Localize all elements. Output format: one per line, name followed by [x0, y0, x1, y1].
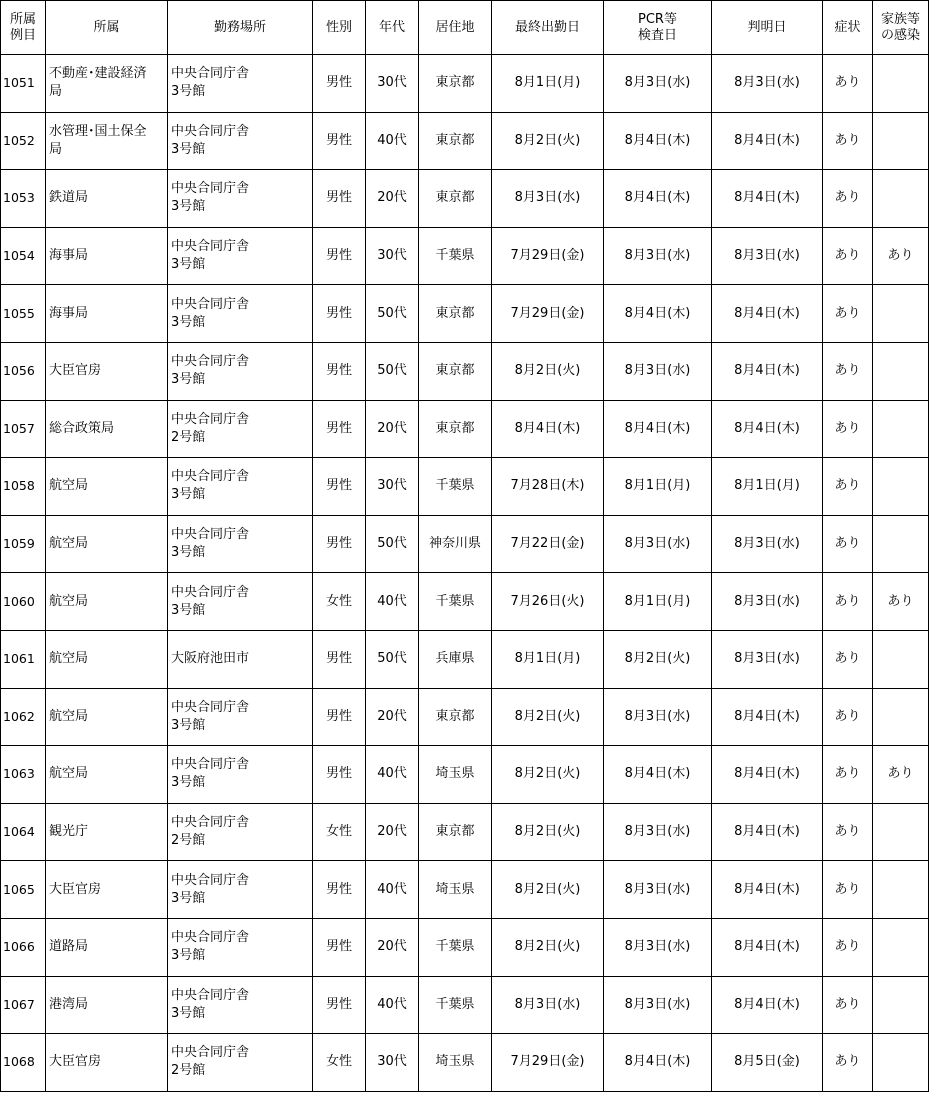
cell-residence: 東京都	[419, 285, 492, 343]
table-row	[1, 918, 929, 976]
cell-workplace-line: 3号館	[171, 487, 206, 503]
cell-workplace	[168, 688, 313, 746]
cell-last_work: 8月2日(火)	[492, 342, 604, 400]
cell-dept-line: 水管理･国土保全	[49, 123, 147, 139]
cell-workplace-line: 中央合同庁舎	[171, 930, 250, 946]
cell-confirmed: 8月4日(木)	[712, 918, 823, 976]
cell-last_work: 7月29日(金)	[492, 227, 604, 285]
cell-age: 20代	[366, 170, 419, 228]
table-header	[1, 1, 929, 55]
cell-last_work: 8月1日(月)	[492, 630, 604, 688]
table-row	[1, 976, 929, 1034]
header-id-line: 所属	[9, 11, 36, 27]
cell-sex: 男性	[313, 285, 366, 343]
header-last_work	[492, 1, 604, 55]
cell-workplace-line: 中央合同庁舎	[171, 699, 250, 715]
cell-workplace	[168, 918, 313, 976]
cell-symptom: あり	[823, 400, 873, 458]
cell-workplace	[168, 55, 313, 113]
header-sex	[313, 1, 366, 55]
cell-last_work: 8月2日(火)	[492, 803, 604, 861]
table-row	[1, 861, 929, 919]
cell-pcr: 8月4日(木)	[604, 170, 712, 228]
cell-workplace	[168, 458, 313, 516]
cell-family	[873, 112, 929, 170]
cell-workplace	[168, 803, 313, 861]
cell-age: 20代	[366, 803, 419, 861]
cell-workplace-line: 3号館	[171, 545, 206, 561]
cell-dept: 大臣官房	[46, 861, 168, 919]
cell-dept: 総合政策局	[46, 400, 168, 458]
cell-last_work: 8月4日(木)	[492, 400, 604, 458]
header-id-line: 例目	[9, 27, 36, 43]
header-sex-line: 性別	[325, 19, 352, 35]
cell-workplace-line: 中央合同庁舎	[171, 757, 250, 773]
header-family-line: の感染	[880, 27, 920, 43]
cell-age: 50代	[366, 342, 419, 400]
cell-dept-line: 局	[49, 141, 63, 157]
cell-last_work: 7月26日(火)	[492, 573, 604, 631]
cell-residence: 千葉県	[419, 227, 492, 285]
header-confirmed-line: 判明日	[747, 19, 787, 35]
cell-pcr: 8月3日(水)	[604, 515, 712, 573]
header-last_work-line: 最終出勤日	[514, 19, 580, 35]
cell-sex: 女性	[313, 1034, 366, 1092]
cell-sex: 男性	[313, 400, 366, 458]
cell-workplace-line: 中央合同庁舎	[171, 815, 250, 831]
cell-workplace: 大阪府池田市	[168, 630, 313, 688]
cell-id: 1058	[1, 458, 46, 516]
cell-workplace	[168, 400, 313, 458]
header-pcr-line: 検査日	[637, 27, 677, 43]
cell-symptom: あり	[823, 170, 873, 228]
cell-confirmed: 8月4日(木)	[712, 803, 823, 861]
cell-workplace-line: 中央合同庁舎	[171, 1045, 250, 1061]
cell-id: 1056	[1, 342, 46, 400]
cell-workplace	[168, 227, 313, 285]
cell-id: 1054	[1, 227, 46, 285]
cell-family	[873, 515, 929, 573]
header-workplace	[168, 1, 313, 55]
cell-pcr: 8月1日(月)	[604, 458, 712, 516]
cell-dept: 航空局	[46, 573, 168, 631]
cell-age: 30代	[366, 458, 419, 516]
cell-id: 1059	[1, 515, 46, 573]
cell-pcr: 8月4日(木)	[604, 400, 712, 458]
cell-pcr: 8月3日(水)	[604, 861, 712, 919]
cell-workplace-line: 3号館	[171, 314, 206, 330]
cell-sex: 男性	[313, 112, 366, 170]
cell-workplace-line: 中央合同庁舎	[171, 411, 250, 427]
header-family	[873, 1, 929, 55]
cell-sex: 男性	[313, 515, 366, 573]
cell-last_work: 7月29日(金)	[492, 1034, 604, 1092]
cell-workplace-line: 中央合同庁舎	[171, 354, 250, 370]
cell-dept: 航空局	[46, 515, 168, 573]
table-row	[1, 573, 929, 631]
cell-pcr: 8月3日(水)	[604, 55, 712, 113]
header-family-line: 家族等	[880, 11, 920, 27]
cell-symptom: あり	[823, 515, 873, 573]
cell-family: あり	[873, 746, 929, 804]
cell-sex: 男性	[313, 227, 366, 285]
table-row	[1, 630, 929, 688]
cell-last_work: 8月3日(水)	[492, 976, 604, 1034]
cell-id: 1055	[1, 285, 46, 343]
cell-residence: 兵庫県	[419, 630, 492, 688]
table-row	[1, 400, 929, 458]
cell-confirmed: 8月3日(水)	[712, 630, 823, 688]
cell-sex: 女性	[313, 803, 366, 861]
header-dept	[46, 1, 168, 55]
cell-dept: 航空局	[46, 458, 168, 516]
table-row	[1, 515, 929, 573]
cell-family	[873, 400, 929, 458]
cell-workplace-line: 3号館	[171, 257, 206, 273]
cell-workplace-line: 2号館	[171, 1063, 206, 1079]
cell-pcr: 8月4日(木)	[604, 746, 712, 804]
cell-residence: 千葉県	[419, 976, 492, 1034]
header-residence-line: 居住地	[435, 19, 475, 35]
cell-last_work: 8月2日(火)	[492, 688, 604, 746]
cell-sex: 男性	[313, 688, 366, 746]
header-symptom-line: 症状	[834, 19, 861, 35]
cell-workplace-line: 3号館	[171, 775, 206, 791]
cell-age: 40代	[366, 746, 419, 804]
cell-family	[873, 861, 929, 919]
cell-dept-line: 不動産･建設経済	[49, 66, 147, 82]
cell-dept-line: 局	[49, 84, 63, 100]
cell-workplace	[168, 170, 313, 228]
cell-workplace-line: 2号館	[171, 833, 206, 849]
cell-age: 40代	[366, 573, 419, 631]
cell-symptom: あり	[823, 227, 873, 285]
cell-dept: 道路局	[46, 918, 168, 976]
cell-id: 1068	[1, 1034, 46, 1092]
cell-dept: 大臣官房	[46, 1034, 168, 1092]
cell-workplace-line: 中央合同庁舎	[171, 296, 250, 312]
cell-age: 40代	[366, 861, 419, 919]
cell-workplace	[168, 342, 313, 400]
cell-sex: 男性	[313, 976, 366, 1034]
cell-id: 1063	[1, 746, 46, 804]
cell-symptom: あり	[823, 803, 873, 861]
cell-sex: 男性	[313, 342, 366, 400]
cell-symptom: あり	[823, 861, 873, 919]
cell-family	[873, 1034, 929, 1092]
cell-age: 50代	[366, 285, 419, 343]
cell-symptom: あり	[823, 342, 873, 400]
cell-workplace-line: 3号館	[171, 84, 206, 100]
cell-last_work: 8月2日(火)	[492, 861, 604, 919]
cell-age: 30代	[366, 227, 419, 285]
cell-workplace-line: 中央合同庁舎	[171, 872, 250, 888]
cell-residence: 東京都	[419, 688, 492, 746]
header-workplace-line: 勤務場所	[213, 19, 266, 35]
cell-residence: 東京都	[419, 112, 492, 170]
cell-age: 40代	[366, 976, 419, 1034]
cell-age: 40代	[366, 112, 419, 170]
cell-confirmed: 8月4日(木)	[712, 688, 823, 746]
cell-dept: 港湾局	[46, 976, 168, 1034]
cell-pcr: 8月4日(木)	[604, 1034, 712, 1092]
cell-residence: 埼玉県	[419, 1034, 492, 1092]
cell-dept: 航空局	[46, 746, 168, 804]
cell-residence: 千葉県	[419, 458, 492, 516]
header-residence	[419, 1, 492, 55]
table-row	[1, 458, 929, 516]
cell-id: 1065	[1, 861, 46, 919]
cell-sex: 男性	[313, 918, 366, 976]
cell-last_work: 8月2日(火)	[492, 918, 604, 976]
cell-residence: 神奈川県	[419, 515, 492, 573]
cell-residence: 東京都	[419, 342, 492, 400]
cell-confirmed: 8月4日(木)	[712, 861, 823, 919]
cell-symptom: あり	[823, 918, 873, 976]
cell-last_work: 8月3日(水)	[492, 170, 604, 228]
cell-workplace-line: 中央合同庁舎	[171, 123, 250, 139]
cell-dept: 海事局	[46, 285, 168, 343]
cell-dept: 航空局	[46, 630, 168, 688]
table-row	[1, 227, 929, 285]
cell-sex: 男性	[313, 861, 366, 919]
cell-residence: 千葉県	[419, 573, 492, 631]
cell-workplace-line: 中央合同庁舎	[171, 987, 250, 1003]
cell-sex: 男性	[313, 170, 366, 228]
cell-id: 1057	[1, 400, 46, 458]
cell-workplace-line: 中央合同庁舎	[171, 469, 250, 485]
cell-confirmed: 8月4日(木)	[712, 170, 823, 228]
cell-symptom: あり	[823, 285, 873, 343]
cell-pcr: 8月1日(月)	[604, 573, 712, 631]
cell-workplace-line: 3号館	[171, 141, 206, 157]
cell-residence: 東京都	[419, 170, 492, 228]
cell-confirmed: 8月3日(水)	[712, 55, 823, 113]
cell-id: 1053	[1, 170, 46, 228]
cell-id: 1064	[1, 803, 46, 861]
cell-confirmed: 8月5日(金)	[712, 1034, 823, 1092]
cell-family	[873, 342, 929, 400]
cell-last_work: 7月22日(金)	[492, 515, 604, 573]
header-pcr	[604, 1, 712, 55]
cell-workplace-line: 3号館	[171, 199, 206, 215]
cell-confirmed: 8月4日(木)	[712, 400, 823, 458]
cell-id: 1051	[1, 55, 46, 113]
cell-id: 1052	[1, 112, 46, 170]
cell-last_work: 7月28日(木)	[492, 458, 604, 516]
cell-family	[873, 803, 929, 861]
cell-workplace-line: 2号館	[171, 429, 206, 445]
cell-confirmed: 8月3日(水)	[712, 573, 823, 631]
cell-confirmed: 8月4日(木)	[712, 342, 823, 400]
cell-pcr: 8月4日(木)	[604, 112, 712, 170]
table-row	[1, 803, 929, 861]
cell-symptom: あり	[823, 746, 873, 804]
cell-workplace-line: 3号館	[171, 602, 206, 618]
cell-workplace-line: 中央合同庁舎	[171, 66, 250, 82]
cell-workplace-line: 3号館	[171, 717, 206, 733]
cell-dept: 海事局	[46, 227, 168, 285]
cell-workplace-line: 3号館	[171, 890, 206, 906]
cell-confirmed: 8月3日(水)	[712, 515, 823, 573]
cell-dept: 鉄道局	[46, 170, 168, 228]
header-row	[1, 1, 929, 55]
cell-family	[873, 630, 929, 688]
cell-pcr: 8月3日(水)	[604, 918, 712, 976]
cell-symptom: あり	[823, 688, 873, 746]
cell-pcr: 8月2日(火)	[604, 630, 712, 688]
header-id	[1, 1, 46, 55]
cell-residence: 東京都	[419, 55, 492, 113]
cell-residence: 埼玉県	[419, 746, 492, 804]
cell-family	[873, 170, 929, 228]
cell-dept	[46, 55, 168, 113]
cell-sex: 男性	[313, 458, 366, 516]
cell-workplace	[168, 1034, 313, 1092]
cell-workplace	[168, 573, 313, 631]
cell-symptom: あり	[823, 55, 873, 113]
cell-id: 1067	[1, 976, 46, 1034]
cell-residence: 東京都	[419, 400, 492, 458]
cell-workplace-line: 中央合同庁舎	[171, 181, 250, 197]
cell-age: 30代	[366, 55, 419, 113]
cell-last_work: 8月2日(火)	[492, 746, 604, 804]
cell-family	[873, 688, 929, 746]
cell-family	[873, 458, 929, 516]
table-row	[1, 112, 929, 170]
cell-workplace-line: 3号館	[171, 372, 206, 388]
cell-pcr: 8月3日(水)	[604, 976, 712, 1034]
header-symptom	[823, 1, 873, 55]
header-pcr-line: PCR等	[638, 11, 677, 27]
cell-family	[873, 55, 929, 113]
cell-id: 1062	[1, 688, 46, 746]
cell-dept	[46, 112, 168, 170]
header-dept-line: 所属	[93, 19, 120, 35]
cell-workplace	[168, 976, 313, 1034]
table-row	[1, 688, 929, 746]
cell-symptom: あり	[823, 630, 873, 688]
cell-last_work: 8月1日(月)	[492, 55, 604, 113]
cell-workplace-line: 中央合同庁舎	[171, 239, 250, 255]
cell-age: 20代	[366, 688, 419, 746]
table-row	[1, 746, 929, 804]
cell-pcr: 8月3日(水)	[604, 688, 712, 746]
cell-residence: 埼玉県	[419, 861, 492, 919]
cell-workplace-line: 3号館	[171, 948, 206, 964]
cell-age: 30代	[366, 1034, 419, 1092]
cell-age: 50代	[366, 515, 419, 573]
header-age-line: 年代	[378, 19, 405, 35]
cell-sex: 男性	[313, 746, 366, 804]
cell-confirmed: 8月4日(木)	[712, 746, 823, 804]
table-row	[1, 55, 929, 113]
table-row	[1, 1034, 929, 1092]
cell-confirmed: 8月3日(水)	[712, 227, 823, 285]
cell-family	[873, 285, 929, 343]
cell-confirmed: 8月4日(木)	[712, 285, 823, 343]
cell-workplace-line: 中央合同庁舎	[171, 527, 250, 543]
header-confirmed	[712, 1, 823, 55]
table-row	[1, 342, 929, 400]
table-row	[1, 285, 929, 343]
cell-residence: 千葉県	[419, 918, 492, 976]
cell-family: あり	[873, 573, 929, 631]
cell-pcr: 8月3日(水)	[604, 803, 712, 861]
cell-symptom: あり	[823, 112, 873, 170]
cell-workplace	[168, 112, 313, 170]
cell-last_work: 7月29日(金)	[492, 285, 604, 343]
cell-last_work: 8月2日(火)	[492, 112, 604, 170]
cell-workplace-line: 中央合同庁舎	[171, 584, 250, 600]
cell-id: 1066	[1, 918, 46, 976]
cell-family	[873, 976, 929, 1034]
cell-sex: 女性	[313, 573, 366, 631]
cell-dept: 観光庁	[46, 803, 168, 861]
cell-family: あり	[873, 227, 929, 285]
cell-sex: 男性	[313, 630, 366, 688]
cell-id: 1060	[1, 573, 46, 631]
cell-age: 20代	[366, 400, 419, 458]
cell-symptom: あり	[823, 1034, 873, 1092]
cell-workplace	[168, 515, 313, 573]
cell-confirmed: 8月1日(月)	[712, 458, 823, 516]
table-body	[1, 55, 929, 1092]
cell-workplace-line: 3号館	[171, 1005, 206, 1021]
cell-symptom: あり	[823, 573, 873, 631]
cell-symptom: あり	[823, 976, 873, 1034]
cell-dept: 航空局	[46, 688, 168, 746]
cell-pcr: 8月3日(水)	[604, 227, 712, 285]
cell-age: 20代	[366, 918, 419, 976]
cell-id: 1061	[1, 630, 46, 688]
cell-sex: 男性	[313, 55, 366, 113]
cell-residence: 東京都	[419, 803, 492, 861]
cell-confirmed: 8月4日(木)	[712, 976, 823, 1034]
header-age	[366, 1, 419, 55]
cell-pcr: 8月3日(水)	[604, 342, 712, 400]
cell-dept: 大臣官房	[46, 342, 168, 400]
cell-workplace	[168, 861, 313, 919]
cell-pcr: 8月4日(木)	[604, 285, 712, 343]
cell-workplace	[168, 285, 313, 343]
cell-confirmed: 8月4日(木)	[712, 112, 823, 170]
cell-symptom: あり	[823, 458, 873, 516]
cell-age: 50代	[366, 630, 419, 688]
table-row	[1, 170, 929, 228]
cell-family	[873, 918, 929, 976]
cell-workplace	[168, 746, 313, 804]
